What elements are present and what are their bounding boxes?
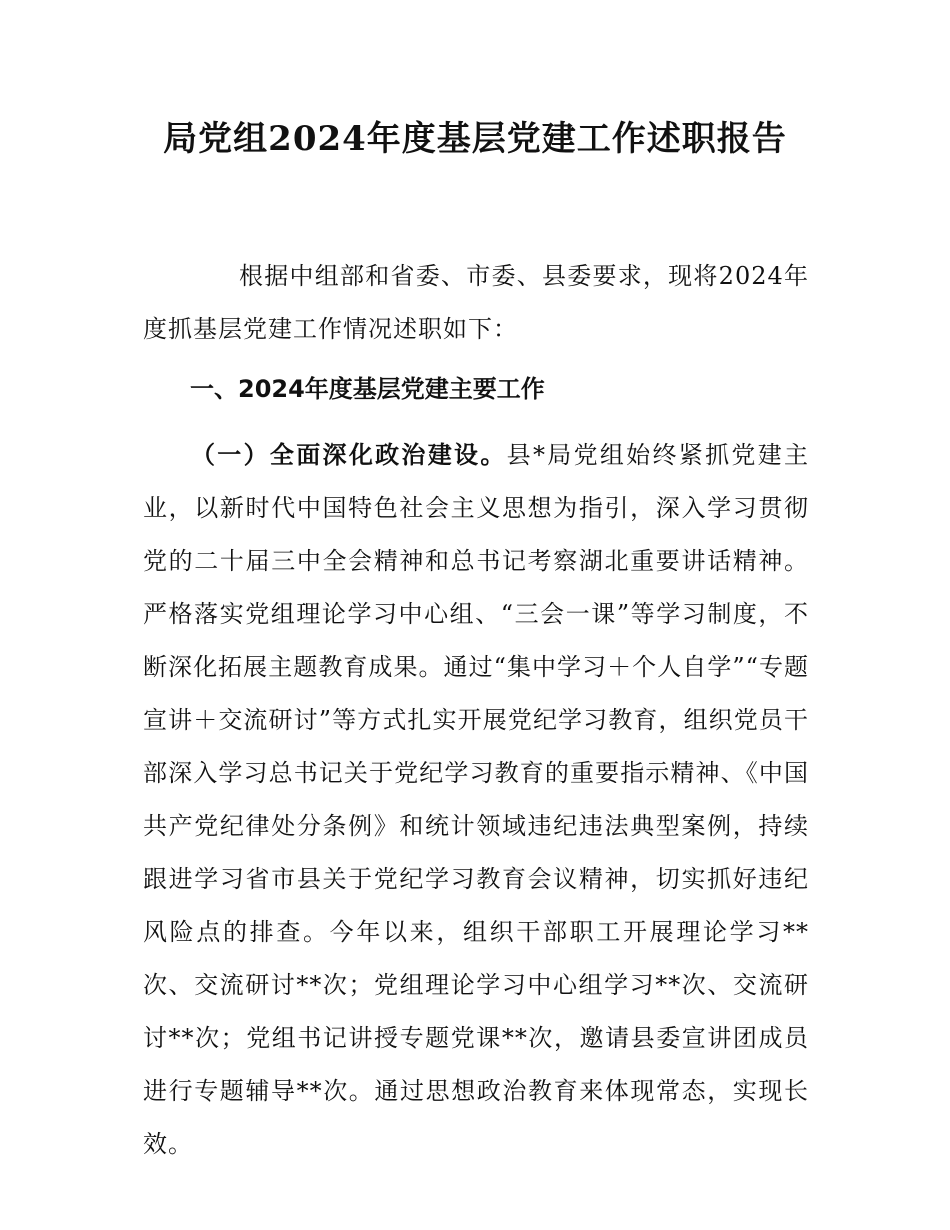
paragraph-lead: （一）全面深化政治建设。 bbox=[191, 440, 507, 469]
section-heading: 一、2024年度基层党建主要工作 bbox=[190, 375, 545, 403]
document-title: 局党组2024年度基层党建工作述职报告 bbox=[163, 119, 787, 159]
paragraph-text: 县*局党组始终紧抓党建主业，以新时代中国特色社会主义思想为指引，深入学习贯彻党的二十届三中全会精神和总书记考察湖北重要讲话精神。严格落实党组理论学习中心组、“三会一课”等学习制度，不断深化拓展主题教育成果。通过“集中学习＋个人自学”“专题宣讲＋交流研讨”等方式扎实开展党纪学习教育，组织党员干部深入学习总书记关于党纪学习教育的重要指示精神、《中国共产党纪律处分条例》和统计领域违纪违法典型案例，持续跟进学习省市县关于党纪学习教育会议精神，切实抓好违纪风险点的排查。今年以来，组织干部职工开展理论学习**次、交流研讨**次；党组理论学习中心组学习**次、交流研讨**次；党组书记讲授专题党课**次，邀请县委宣讲团成员进行专题辅导**次。通过思想政治教育来体现常态，实现长效。 bbox=[143, 441, 810, 1158]
intro-paragraph: 根据中组部和省委、市委、县委要求，现将2024年度抓基层党建工作情况述职如下： bbox=[143, 262, 809, 343]
section-paragraph bbox=[143, 428, 809, 1171]
